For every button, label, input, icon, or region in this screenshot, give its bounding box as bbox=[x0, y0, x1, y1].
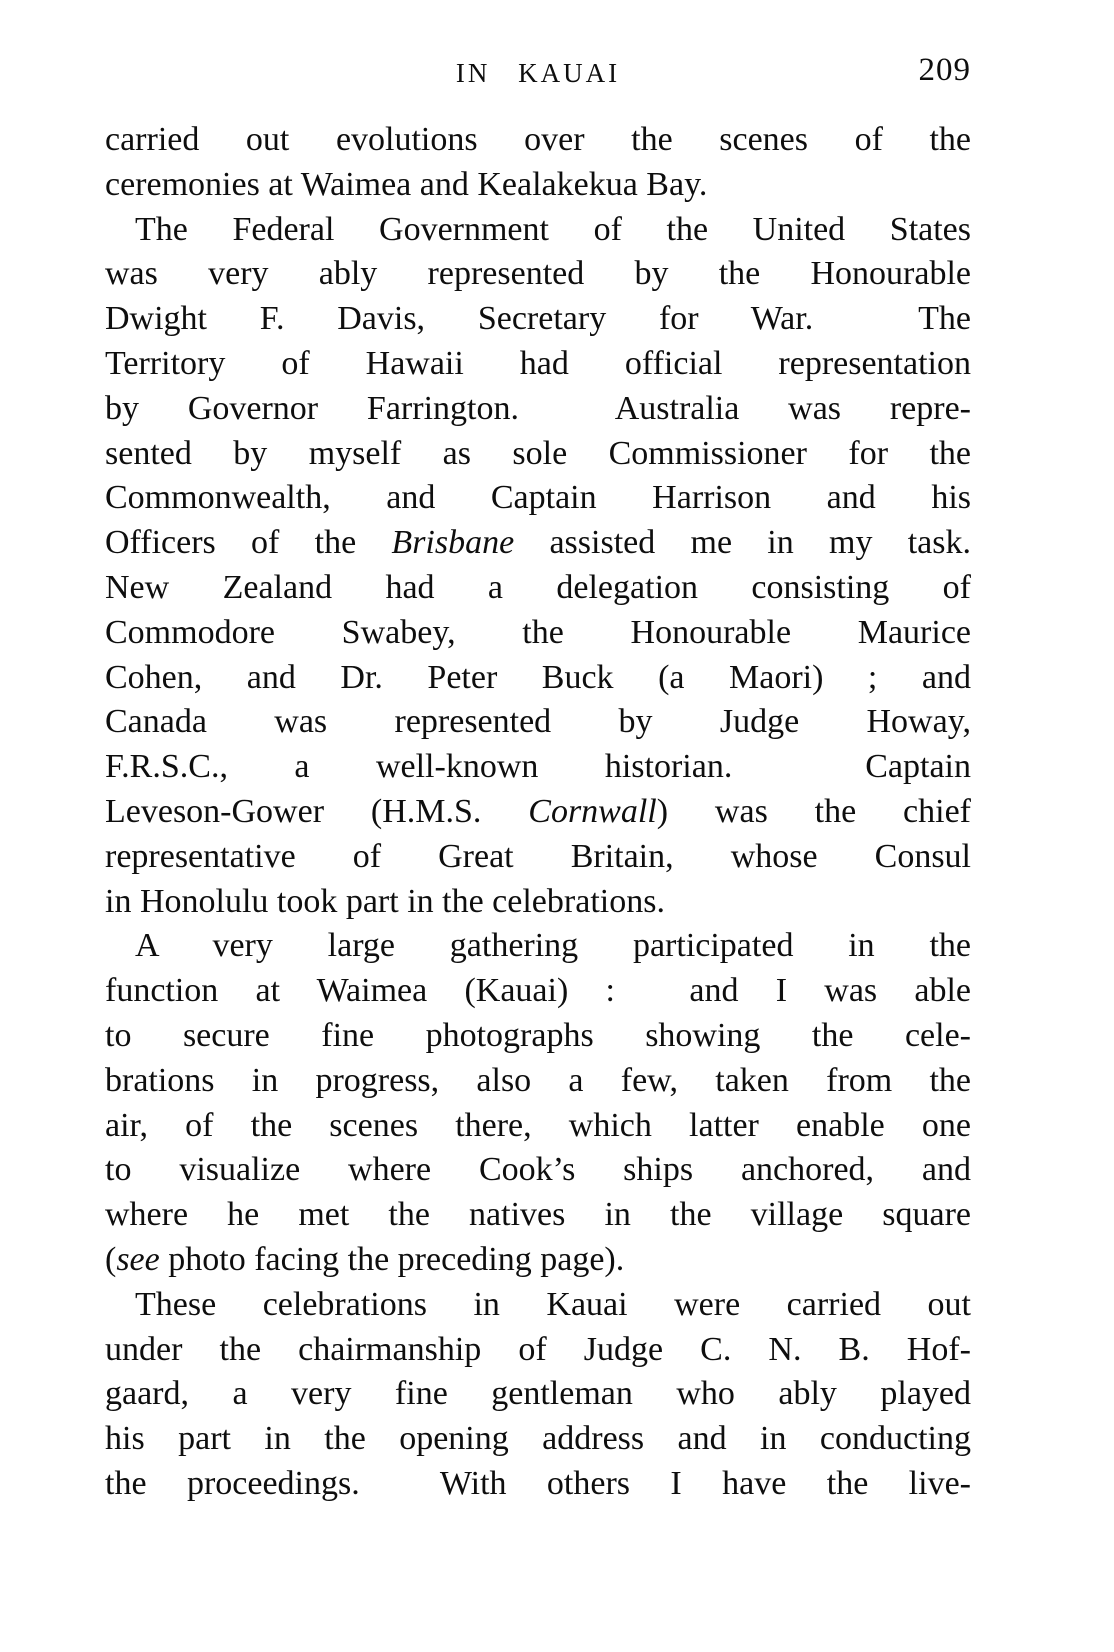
text-segment: Commodore Swabey, the Honourable Maurice bbox=[105, 613, 971, 651]
text-segment: photo facing the preceding page). bbox=[159, 1240, 625, 1278]
text-segment: Dwight F. Davis, Secretary for War. The bbox=[105, 300, 971, 338]
text-line bbox=[105, 342, 971, 387]
text-line bbox=[105, 700, 971, 745]
text-segment: where he met the natives in the village square bbox=[105, 1196, 971, 1234]
text-line bbox=[105, 1014, 971, 1059]
text-segment: gaard, a very fine gentleman who ably played bbox=[105, 1375, 971, 1413]
text-segment: to visualize where Cook’s ships anchored, and bbox=[105, 1151, 971, 1189]
text-line bbox=[105, 880, 971, 925]
text-line bbox=[105, 1104, 971, 1149]
page-body bbox=[105, 118, 971, 1507]
text-segment: air, of the scenes there, which latter enable one bbox=[105, 1106, 971, 1144]
text-line bbox=[105, 432, 971, 477]
text-segment: sented by myself as sole Commissioner for the bbox=[105, 434, 971, 472]
text-segment: assisted me in my task. bbox=[514, 524, 971, 562]
text-segment: A very large gathering participated in the bbox=[135, 927, 971, 965]
text-segment: in Honolulu took part in the celebrations. bbox=[105, 882, 665, 920]
text-line bbox=[105, 1328, 971, 1373]
italic-text: Cornwall bbox=[528, 792, 657, 830]
text-line bbox=[105, 1059, 971, 1104]
text-segment: Canada was represented by Judge Howay, bbox=[105, 703, 971, 741]
text-line bbox=[105, 1193, 971, 1238]
text-segment: brations in progress, also a few, taken from the bbox=[105, 1061, 971, 1099]
text-segment: F.R.S.C., a well-known historian. Captain bbox=[105, 748, 971, 786]
text-segment: representative of Great Britain, whose Consul bbox=[105, 837, 971, 875]
text-segment: These celebrations in Kauai were carried out bbox=[135, 1285, 971, 1323]
text-segment: Officers of the bbox=[105, 524, 392, 562]
text-line bbox=[105, 1283, 971, 1328]
text-line bbox=[105, 566, 971, 611]
text-line bbox=[105, 208, 971, 253]
page-number: 209 bbox=[918, 52, 971, 88]
text-line bbox=[105, 163, 971, 208]
text-segment: Leveson-Gower (H.M.S. bbox=[105, 792, 529, 830]
text-segment: Commonwealth, and Captain Harrison and his bbox=[105, 479, 971, 517]
text-line bbox=[105, 1462, 971, 1507]
text-segment: ceremonies at Waimea and Kealakekua Bay. bbox=[105, 165, 708, 203]
text-line bbox=[105, 521, 971, 566]
text-line bbox=[105, 1238, 971, 1283]
text-segment: Territory of Hawaii had official representation bbox=[105, 344, 971, 382]
text-segment: was very ably represented by the Honourable bbox=[105, 255, 971, 293]
running-head bbox=[105, 52, 971, 98]
text-segment: under the chairmanship of Judge C. N. B. Hof- bbox=[105, 1330, 971, 1368]
running-header-title: IN KAUAI bbox=[455, 58, 621, 88]
text-line bbox=[105, 297, 971, 342]
text-segment: ( bbox=[105, 1240, 117, 1278]
text-line bbox=[105, 118, 971, 163]
text-line bbox=[105, 476, 971, 521]
text-line bbox=[105, 835, 971, 880]
italic-text: see bbox=[116, 1240, 160, 1278]
text-segment: ) was the chief bbox=[656, 792, 972, 830]
text-segment: to secure fine photographs showing the cele- bbox=[105, 1016, 971, 1054]
text-segment: Cohen, and Dr. Peter Buck (a Maori) ; and bbox=[105, 658, 971, 696]
text-line bbox=[105, 924, 971, 969]
text-line bbox=[105, 252, 971, 297]
text-segment: by Governor Farrington. Australia was repre- bbox=[105, 389, 971, 427]
italic-text: Brisbane bbox=[391, 524, 515, 562]
text-line bbox=[105, 745, 971, 790]
text-segment: carried out evolutions over the scenes of the bbox=[105, 121, 971, 158]
text-line bbox=[105, 387, 971, 432]
text-line bbox=[105, 969, 971, 1014]
text-segment: New Zealand had a delegation consisting of bbox=[105, 568, 971, 606]
text-line bbox=[105, 790, 971, 835]
text-segment: his part in the opening address and in conducting bbox=[105, 1420, 971, 1458]
text-line bbox=[105, 1372, 971, 1417]
text-line bbox=[105, 1417, 971, 1462]
text-segment: function at Waimea (Kauai) : and I was able bbox=[105, 972, 971, 1010]
text-line bbox=[105, 1148, 971, 1193]
text-segment: the proceedings. With others I have the live- bbox=[105, 1464, 971, 1502]
text-line bbox=[105, 656, 971, 701]
text-line bbox=[105, 611, 971, 656]
text-segment: The Federal Government of the United States bbox=[135, 210, 971, 248]
